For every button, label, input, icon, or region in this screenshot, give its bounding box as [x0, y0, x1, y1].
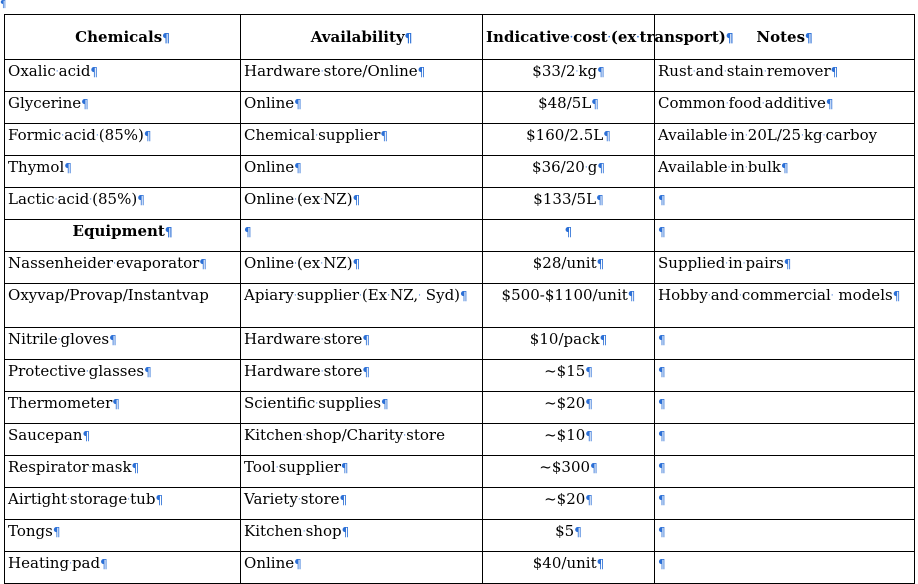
- cell-notes: ¶: [655, 188, 915, 220]
- cell-item: Nitrile·gloves¶: [5, 328, 241, 360]
- table-row: [5, 188, 915, 220]
- cell-item: Tongs¶: [5, 520, 241, 552]
- cell-availability: Online¶: [241, 552, 483, 584]
- cell-cost: ¶: [483, 220, 655, 252]
- cell-notes: ¶: [655, 328, 915, 360]
- cell-cost: $10/pack¶: [483, 328, 655, 360]
- cell-notes: ¶: [655, 392, 915, 424]
- cell-cost: $33/2·kg¶: [483, 60, 655, 92]
- cell-availability: Kitchen·shop/Charity·store: [241, 424, 483, 456]
- table-row: [5, 456, 915, 488]
- cell-cost: $36/20·g¶: [483, 156, 655, 188]
- header-availability: Availability¶: [241, 15, 483, 60]
- cell-availability: Hardware·store¶: [241, 328, 483, 360]
- cell-notes: Rust·and·stain·remover¶: [655, 60, 915, 92]
- cell-availability: Variety·store¶: [241, 488, 483, 520]
- header-row: [5, 15, 915, 60]
- cell-item: Saucepan¶: [5, 424, 241, 456]
- cell-cost: $40/unit¶: [483, 552, 655, 584]
- cell-cost: ~$20¶: [483, 488, 655, 520]
- section-row: [5, 220, 915, 252]
- cell-notes: ¶: [655, 424, 915, 456]
- cell-availability: Online¶: [241, 156, 483, 188]
- cell-cost: $160/2.5L¶: [483, 124, 655, 156]
- cost-table: [4, 14, 915, 584]
- cell-cost: ~$15¶: [483, 360, 655, 392]
- cell-item: Oxyvap/Provap/Instantvap: [5, 284, 241, 328]
- cell-availability: Chemical·supplier¶: [241, 124, 483, 156]
- cell-notes: ¶: [655, 520, 915, 552]
- table-row: [5, 392, 915, 424]
- cell-availability: Tool·supplier¶: [241, 456, 483, 488]
- cell-cost: $5¶: [483, 520, 655, 552]
- cell-item: Equipment¶: [5, 220, 241, 252]
- header-cost: Indicative·cost·(ex·transport)¶: [483, 15, 655, 60]
- table-row: [5, 284, 915, 328]
- cell-item: Heating·pad¶: [5, 552, 241, 584]
- header-chemicals: Chemicals¶: [5, 15, 241, 60]
- table-row: [5, 520, 915, 552]
- cell-cost: ~$10¶: [483, 424, 655, 456]
- table-row: [5, 60, 915, 92]
- cell-availability: Online·(ex·NZ)¶: [241, 188, 483, 220]
- cell-cost: $133/5L¶: [483, 188, 655, 220]
- cell-availability: ¶: [241, 220, 483, 252]
- cell-notes: ¶: [655, 552, 915, 584]
- cell-notes: Supplied·in·pairs¶: [655, 252, 915, 284]
- header-notes: Notes¶: [655, 15, 915, 60]
- cell-cost: ~$300¶: [483, 456, 655, 488]
- cell-item: Oxalic·acid¶: [5, 60, 241, 92]
- cell-availability: Kitchen·shop¶: [241, 520, 483, 552]
- cell-item: Nassenheider·evaporator¶: [5, 252, 241, 284]
- cell-notes: ¶: [655, 488, 915, 520]
- cell-item: Thymol¶: [5, 156, 241, 188]
- cell-availability: Hardware·store¶: [241, 360, 483, 392]
- cell-notes: Available·in·bulk¶: [655, 156, 915, 188]
- cell-cost: $48/5L¶: [483, 92, 655, 124]
- cell-item: Glycerine¶: [5, 92, 241, 124]
- cell-item: Formic·acid·(85%)¶: [5, 124, 241, 156]
- table-row: [5, 552, 915, 584]
- table-body: [5, 60, 915, 584]
- cell-notes: Hobby·and·commercial· models¶: [655, 284, 915, 328]
- cell-item: Respirator·mask¶: [5, 456, 241, 488]
- cell-notes: ¶: [655, 456, 915, 488]
- table-row: [5, 124, 915, 156]
- cell-availability: Online¶: [241, 92, 483, 124]
- table-row: [5, 156, 915, 188]
- cell-item: Thermometer¶: [5, 392, 241, 424]
- table-row: [5, 92, 915, 124]
- table-row: [5, 488, 915, 520]
- table-row: [5, 424, 915, 456]
- cell-availability: Scientifc·supplies¶: [241, 392, 483, 424]
- table-row: [5, 252, 915, 284]
- cell-availability: Hardware·store/Online¶: [241, 60, 483, 92]
- cell-notes: ¶: [655, 360, 915, 392]
- cell-item: Lactic·acid·(85%)¶: [5, 188, 241, 220]
- table-row: [5, 360, 915, 392]
- paragraph-mark-icon: ¶: [0, 0, 7, 10]
- cell-cost: ~$20¶: [483, 392, 655, 424]
- cell-item: Airtight·storage·tub¶: [5, 488, 241, 520]
- cell-notes: Available·in·20L/25·kg·carboy: [655, 124, 915, 156]
- cell-notes: ¶: [655, 220, 915, 252]
- cell-notes: Common·food·additive¶: [655, 92, 915, 124]
- cell-item: Protective·glasses¶: [5, 360, 241, 392]
- cell-cost: $500-$1100/unit¶: [483, 284, 655, 328]
- cell-availability: Online·(ex·NZ)¶: [241, 252, 483, 284]
- cell-cost: $28/unit¶: [483, 252, 655, 284]
- cell-availability: Apiary·supplier·(Ex·NZ,· Syd)¶: [241, 284, 483, 328]
- table-row: [5, 328, 915, 360]
